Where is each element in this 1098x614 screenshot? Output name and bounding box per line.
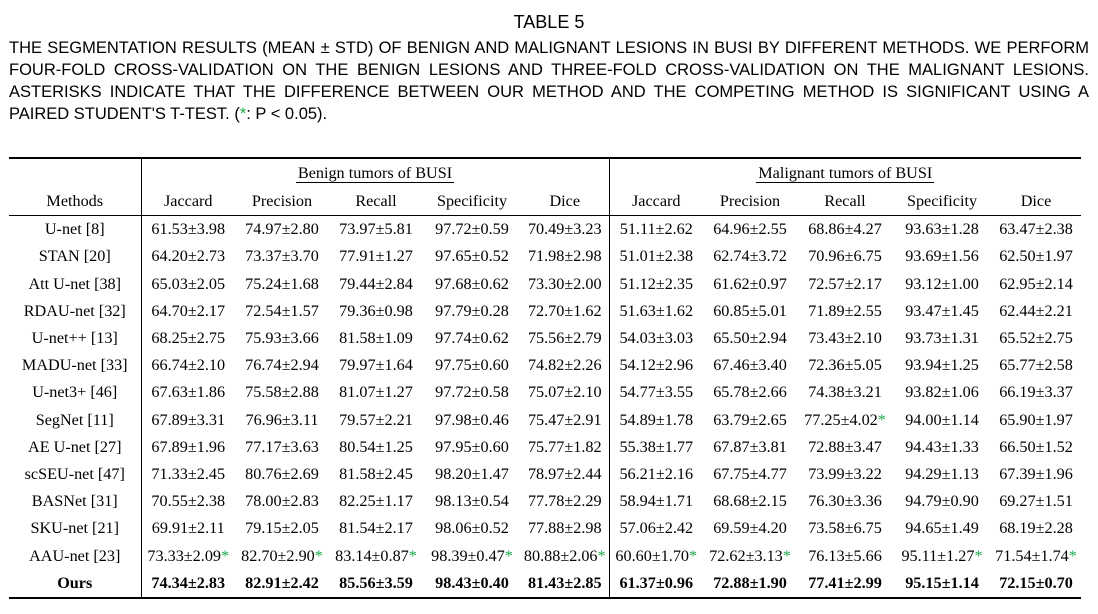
metric-cell: 72.88±1.90 — [703, 570, 797, 598]
results-table — [9, 157, 1081, 599]
table-row — [9, 542, 1081, 569]
method-name-cell: U-net++ [13] — [31, 329, 118, 348]
metric-cell: 70.49±3.23 — [527, 220, 602, 239]
metric-cell: 67.75±4.77 — [713, 464, 787, 483]
metric-cell: 74.38±3.21 — [808, 383, 882, 402]
metric-cell: 64.70±2.17 — [141, 298, 235, 325]
metric-cell: 75.07±2.10 — [527, 383, 602, 402]
table-row — [9, 461, 1081, 488]
metric-cell: 63.47±2.38 — [999, 220, 1073, 239]
column-header: Precision — [235, 188, 329, 216]
metric-cell: 85.56±3.59 — [329, 570, 423, 598]
metric-cell: 74.82±2.26 — [527, 356, 602, 375]
metric-cell: 73.58±6.75 — [808, 519, 882, 538]
metric-cell: 65.50±2.94 — [713, 329, 787, 348]
metric-cell: 81.07±1.27 — [339, 383, 413, 402]
metric-cell: 97.65±0.52 — [435, 247, 509, 266]
metric-cell: 98.43±0.40 — [423, 570, 521, 598]
metric-cell: 98.20±1.47 — [435, 464, 509, 483]
metric-value: 73.33±2.09 — [147, 546, 222, 565]
metric-cell: 54.12±2.96 — [609, 352, 703, 379]
method-name-cell: RDAU-net [32] — [23, 301, 126, 320]
column-header: Dice — [521, 188, 609, 216]
significance-asterisk: * — [504, 546, 513, 565]
metric-cell: 65.90±1.97 — [999, 410, 1073, 429]
column-header: Precision — [703, 188, 797, 216]
metric-cell: 97.74±0.62 — [435, 329, 509, 348]
metric-cell: 81.58±1.09 — [339, 329, 413, 348]
table-caption — [9, 37, 1089, 125]
metric-cell: 94.00±1.14 — [905, 410, 979, 429]
metric-cell: 93.47±1.45 — [905, 301, 979, 320]
metric-cell: 80.76±2.69 — [245, 464, 319, 483]
metric-cell: 97.72±0.59 — [435, 220, 509, 239]
caption-text-end: : P < 0.05). — [246, 105, 328, 123]
metric-cell: 55.38±1.77 — [609, 434, 703, 461]
table-row — [9, 570, 1081, 598]
significance-asterisk: * — [689, 546, 698, 565]
metric-cell: 71.98±2.98 — [527, 247, 602, 266]
metric-cell: 76.74±2.94 — [245, 356, 319, 375]
metric-cell: 73.30±2.00 — [527, 274, 602, 293]
metric-cell: 79.44±2.84 — [339, 274, 413, 293]
metric-cell: 66.50±1.52 — [999, 437, 1073, 456]
caption-asterisk: * — [239, 105, 247, 123]
metric-cell: 76.30±3.36 — [808, 492, 882, 511]
metric-cell: 72.88±3.47 — [808, 437, 882, 456]
metric-cell: 98.06±0.52 — [435, 519, 509, 538]
table-number: TABLE 5 — [513, 12, 585, 32]
metric-cell: 57.06±2.42 — [609, 515, 703, 542]
metric-cell: 66.19±3.37 — [999, 383, 1073, 402]
method-name-cell: SegNet [11] — [35, 410, 114, 429]
metric-cell: 71.89±2.55 — [808, 301, 882, 320]
method-name-cell: AAU-net [23] — [29, 546, 121, 565]
metric-cell: 82.25±1.17 — [339, 492, 413, 511]
metric-value: 95.11±1.27 — [901, 546, 975, 565]
metric-cell: 93.82±1.06 — [905, 383, 979, 402]
metric-cell: 94.29±1.13 — [905, 464, 979, 483]
column-header: Dice — [991, 188, 1081, 216]
metric-cell: 97.79±0.28 — [435, 301, 509, 320]
metric-cell: 51.63±1.62 — [609, 298, 703, 325]
metric-cell: 79.15±2.05 — [245, 519, 319, 538]
metric-cell: 65.52±2.75 — [999, 329, 1073, 348]
metric-cell: 73.97±5.81 — [339, 220, 413, 239]
metric-cell: 51.11±2.62 — [609, 216, 703, 244]
metric-cell: 98.13±0.54 — [435, 492, 509, 511]
metric-cell — [423, 542, 521, 569]
metric-cell: 77.91±1.27 — [339, 247, 413, 266]
column-header: Jaccard — [609, 188, 703, 216]
metric-cell: 69.91±2.11 — [141, 515, 235, 542]
metric-value: 72.62±3.13 — [709, 546, 783, 565]
metric-cell: 78.00±2.83 — [245, 492, 319, 511]
column-header: Recall — [797, 188, 893, 216]
metric-cell — [797, 407, 893, 434]
metric-cell: 94.79±0.90 — [905, 492, 979, 511]
method-name-cell: Att U-net [38] — [28, 274, 122, 293]
metric-cell: 70.96±6.75 — [808, 247, 882, 266]
method-name-cell: scSEU-net [47] — [24, 464, 125, 483]
metric-cell — [521, 542, 609, 569]
column-header-row — [9, 188, 1081, 216]
metric-cell: 93.94±1.25 — [905, 356, 979, 375]
metric-cell: 76.96±3.11 — [245, 410, 319, 429]
group-benign: Benign tumors of BUSI — [297, 164, 453, 182]
metric-cell: 63.79±2.65 — [713, 410, 787, 429]
metric-cell: 62.95±2.14 — [999, 274, 1073, 293]
metric-cell: 61.62±0.97 — [713, 274, 787, 293]
metric-cell: 77.17±3.63 — [245, 437, 319, 456]
metric-cell: 97.72±0.58 — [435, 383, 509, 402]
metric-cell: 97.95±0.60 — [435, 437, 509, 456]
table-row — [9, 298, 1081, 325]
metric-cell: 76.13±5.66 — [808, 546, 882, 565]
metric-cell: 72.36±5.05 — [808, 356, 882, 375]
metric-cell: 67.63±1.86 — [141, 379, 235, 406]
metric-cell — [991, 542, 1081, 569]
metric-cell: 65.77±2.58 — [999, 356, 1073, 375]
method-name-cell: Ours — [9, 570, 141, 598]
metric-cell: 75.93±3.66 — [245, 329, 319, 348]
caption-text: THE SEGMENTATION RESULTS (MEAN ± STD) OF BENIGN AND MALIGNANT LESIONS IN BUSI BY DIFFERENT METHODS. WE PERFORM FOUR-FOLD CROSS-VALIDATION ON THE BENIGN LESIONS AND THREE-FOLD CROSS-VALIDATION ON THE MALIGNANT LESIONS. ASTERISKS INDICATE THAT THE DIFFERENCE BETWEEN OUR METHOD AND THE COMPETING METHOD IS SIGNIFICANT USING A PAIRED STUDENT'S T-TEST. ( — [9, 39, 1089, 123]
metric-cell: 75.47±2.91 — [527, 410, 602, 429]
table-row — [9, 325, 1081, 352]
metric-cell: 68.19±2.28 — [999, 519, 1073, 538]
metric-cell — [235, 542, 329, 569]
metric-cell: 94.43±1.33 — [905, 437, 979, 456]
group-header-row — [9, 158, 1081, 188]
table-row — [9, 488, 1081, 515]
metric-cell: 70.55±2.38 — [141, 488, 235, 515]
column-header: Methods — [9, 188, 141, 216]
table-row — [9, 515, 1081, 542]
metric-cell: 54.89±1.78 — [609, 407, 703, 434]
significance-asterisk: * — [221, 546, 230, 565]
metric-cell: 81.58±2.45 — [339, 464, 413, 483]
metric-cell: 78.97±2.44 — [527, 464, 602, 483]
metric-cell: 58.94±1.71 — [609, 488, 703, 515]
metric-cell: 68.68±2.15 — [713, 492, 787, 511]
metric-value: 77.25±4.02 — [804, 410, 878, 429]
metric-cell: 62.74±3.72 — [713, 247, 787, 266]
metric-cell: 54.77±3.55 — [609, 379, 703, 406]
metric-cell: 74.97±2.80 — [245, 220, 319, 239]
metric-cell: 64.20±2.73 — [141, 243, 235, 270]
metric-cell: 72.57±2.17 — [808, 274, 882, 293]
metric-value: 71.54±1.74 — [995, 546, 1069, 565]
metric-cell: 77.41±2.99 — [797, 570, 893, 598]
metric-cell — [609, 542, 703, 569]
table-body — [9, 216, 1081, 598]
group-malignant: Malignant tumors of BUSI — [758, 164, 933, 182]
metric-cell: 73.99±3.22 — [808, 464, 882, 483]
metric-cell — [893, 542, 991, 569]
metric-cell: 77.88±2.98 — [527, 519, 602, 538]
method-name-cell: SKU-net [21] — [30, 519, 120, 538]
metric-cell: 97.75±0.60 — [435, 356, 509, 375]
metric-cell: 65.78±2.66 — [713, 383, 787, 402]
method-name-cell: U-net [8] — [44, 220, 105, 239]
metric-cell: 51.12±2.35 — [609, 271, 703, 298]
table-row — [9, 271, 1081, 298]
method-name-cell: STAN [20] — [38, 247, 111, 266]
metric-cell: 93.73±1.31 — [905, 329, 979, 348]
metric-cell: 75.58±2.88 — [245, 383, 319, 402]
method-name-cell: U-net3+ [46] — [32, 383, 118, 402]
table-row — [9, 216, 1081, 244]
metric-cell: 72.15±0.70 — [991, 570, 1081, 598]
metric-cell: 67.39±1.96 — [999, 464, 1073, 483]
significance-asterisk: * — [782, 546, 791, 565]
metric-cell: 75.24±1.68 — [245, 274, 319, 293]
metric-cell: 51.01±2.38 — [609, 243, 703, 270]
metric-cell: 94.65±1.49 — [905, 519, 979, 538]
metric-cell: 79.57±2.21 — [339, 410, 413, 429]
metric-cell: 64.96±2.55 — [713, 220, 787, 239]
column-header: Specificity — [423, 188, 521, 216]
significance-asterisk: * — [877, 410, 886, 429]
metric-cell: 62.44±2.21 — [999, 301, 1073, 320]
metric-cell: 56.21±2.16 — [609, 461, 703, 488]
table-row — [9, 407, 1081, 434]
metric-cell: 72.54±1.57 — [245, 301, 319, 320]
metric-cell: 72.70±1.62 — [527, 301, 602, 320]
method-name-cell: MADU-net [33] — [21, 356, 128, 375]
metric-cell: 68.25±2.75 — [141, 325, 235, 352]
metric-value: 83.14±0.87 — [335, 546, 409, 565]
metric-cell: 54.03±3.03 — [609, 325, 703, 352]
column-header: Recall — [329, 188, 423, 216]
metric-cell: 93.69±1.56 — [905, 247, 979, 266]
metric-cell: 73.43±2.10 — [808, 329, 882, 348]
metric-cell: 80.54±1.25 — [339, 437, 413, 456]
metric-cell: 93.63±1.28 — [905, 220, 979, 239]
significance-asterisk: * — [974, 546, 983, 565]
metric-cell: 95.15±1.14 — [893, 570, 991, 598]
column-header: Jaccard — [141, 188, 235, 216]
method-name-cell: BASNet [31] — [31, 492, 118, 511]
metric-cell: 81.54±2.17 — [339, 519, 413, 538]
metric-cell: 69.59±4.20 — [713, 519, 787, 538]
metric-cell — [141, 542, 235, 569]
metric-cell: 67.89±3.31 — [141, 407, 235, 434]
metric-cell: 75.56±2.79 — [527, 329, 602, 348]
method-name-cell: AE U-net [27] — [28, 437, 122, 456]
metric-value: 80.88±2.06 — [523, 546, 598, 565]
metric-cell: 73.37±3.70 — [245, 247, 319, 266]
metric-cell: 79.36±0.98 — [339, 301, 413, 320]
table-row — [9, 434, 1081, 461]
metric-cell: 62.50±1.97 — [999, 247, 1073, 266]
metric-value: 98.39±0.47 — [431, 546, 505, 565]
metric-cell: 67.46±3.40 — [713, 356, 787, 375]
column-header: Specificity — [893, 188, 991, 216]
table-row — [9, 352, 1081, 379]
metric-cell: 81.43±2.85 — [521, 570, 609, 598]
metric-cell: 61.37±0.96 — [609, 570, 703, 598]
metric-cell: 97.98±0.46 — [435, 410, 509, 429]
metric-cell: 60.85±5.01 — [713, 301, 787, 320]
significance-asterisk: * — [408, 546, 417, 565]
table-row — [9, 379, 1081, 406]
metric-cell: 77.78±2.29 — [527, 492, 602, 511]
metric-cell: 71.33±2.45 — [141, 461, 235, 488]
significance-asterisk: * — [1068, 546, 1077, 565]
metric-cell: 93.12±1.00 — [905, 274, 979, 293]
metric-cell: 82.91±2.42 — [235, 570, 329, 598]
significance-asterisk: * — [597, 546, 606, 565]
metric-cell — [703, 542, 797, 569]
metric-cell: 74.34±2.83 — [141, 570, 235, 598]
significance-asterisk: * — [314, 546, 323, 565]
metric-cell: 67.89±1.96 — [141, 434, 235, 461]
metric-cell: 75.77±1.82 — [527, 437, 602, 456]
metric-cell — [329, 542, 423, 569]
metric-cell: 67.87±3.81 — [713, 437, 787, 456]
table-row — [9, 243, 1081, 270]
metric-cell: 79.97±1.64 — [339, 356, 413, 375]
metric-cell: 65.03±2.05 — [141, 271, 235, 298]
metric-cell: 61.53±3.98 — [141, 216, 235, 244]
metric-value: 60.60±1.70 — [615, 546, 690, 565]
metric-cell: 69.27±1.51 — [999, 492, 1073, 511]
metric-cell: 66.74±2.10 — [141, 352, 235, 379]
metric-cell: 97.68±0.62 — [435, 274, 509, 293]
metric-value: 82.70±2.90 — [241, 546, 315, 565]
metric-cell: 68.86±4.27 — [808, 220, 882, 239]
